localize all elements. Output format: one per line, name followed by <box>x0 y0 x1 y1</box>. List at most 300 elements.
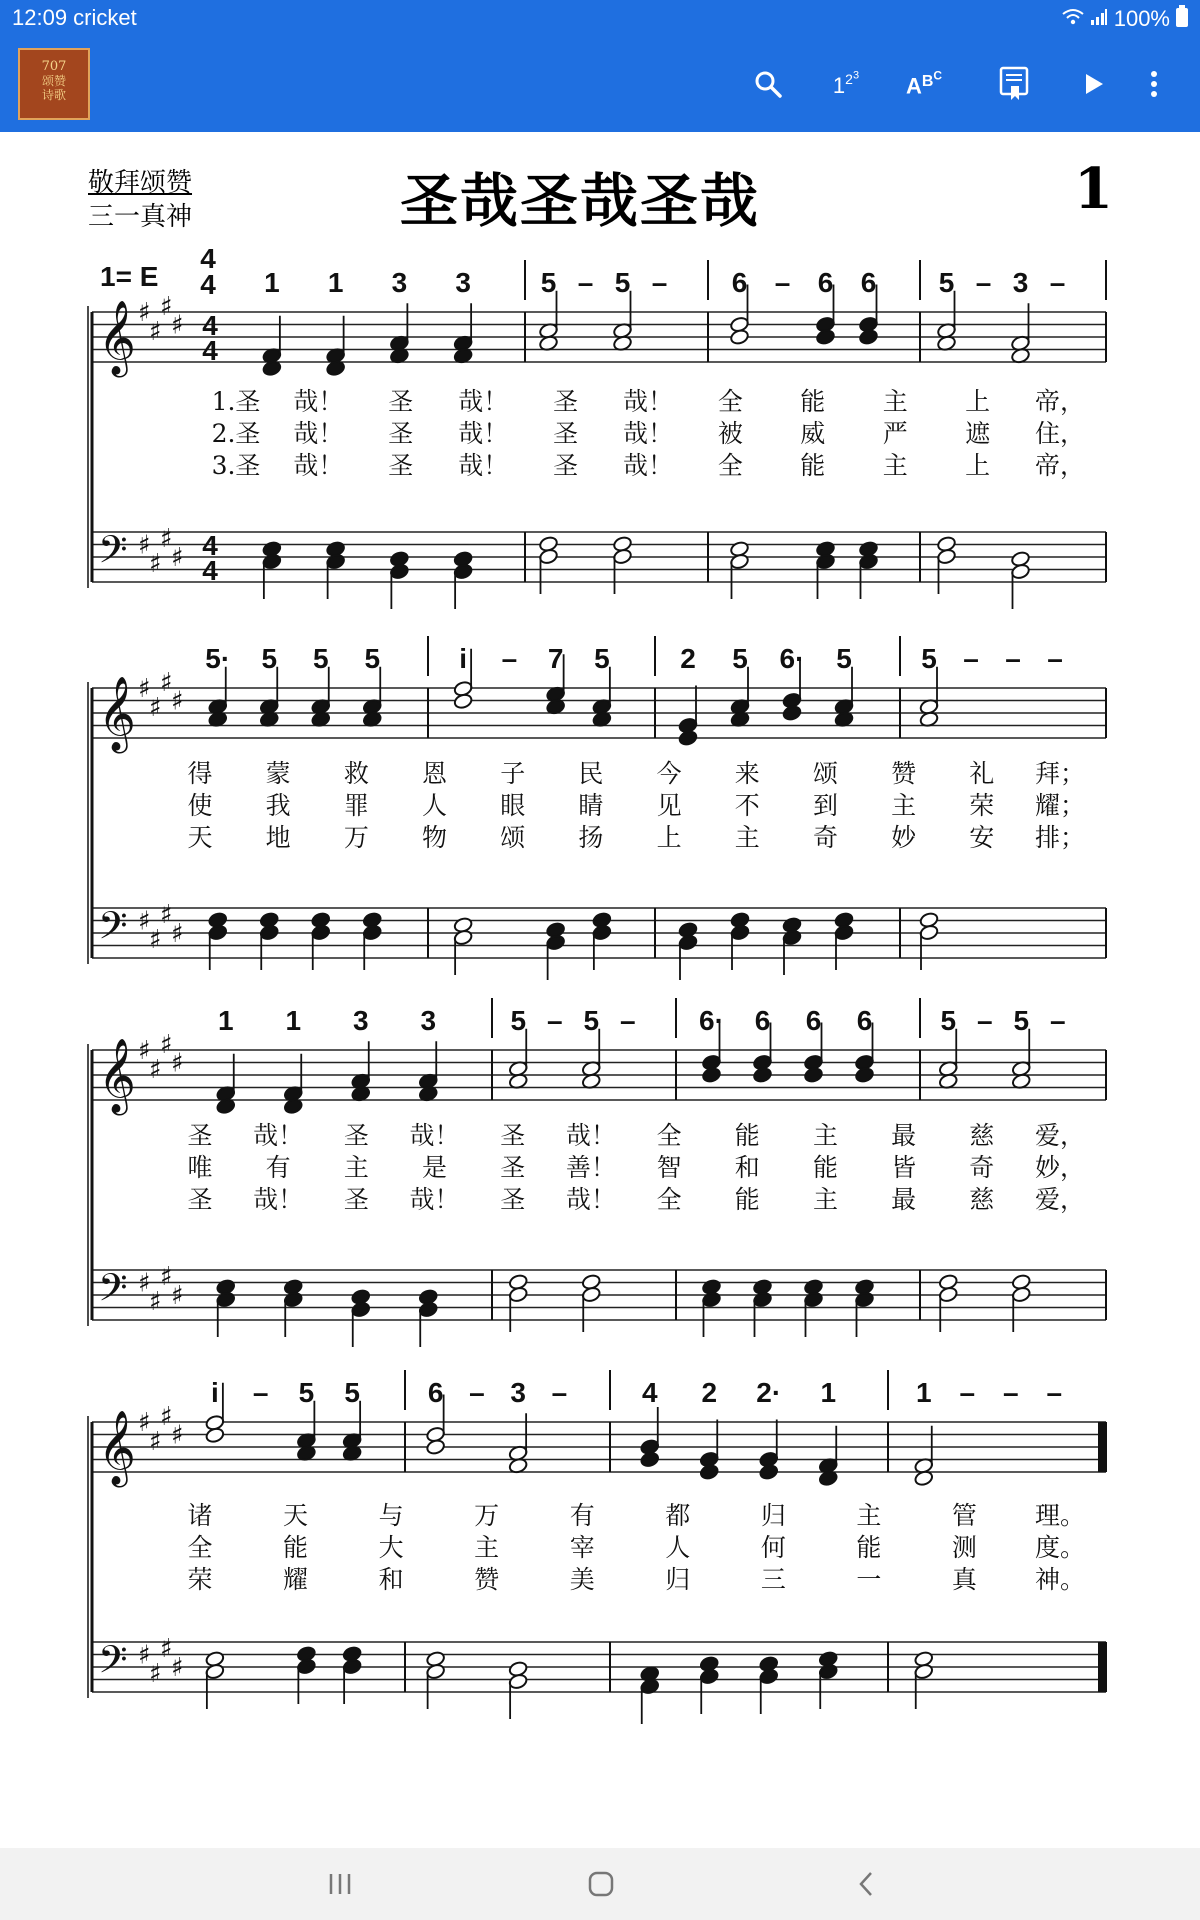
key-signature-sharp: ♯ <box>171 543 184 573</box>
lyric-syllable: 诸 <box>187 1501 213 1530</box>
lyric-syllable: 主 <box>882 451 908 480</box>
key-signature-sharp: ♯ <box>149 1659 162 1689</box>
bass-lower-note <box>612 548 632 565</box>
bass-clef: 𝄢 <box>98 903 128 957</box>
bass-lower-note <box>453 563 473 580</box>
play-button[interactable] <box>1068 58 1120 110</box>
lyric-syllable: 是 <box>422 1153 448 1182</box>
key-signature-sharp: ♯ <box>138 674 151 704</box>
lyric-syllable: 圣 <box>343 1185 369 1214</box>
lyric-syllable: 哉！ <box>293 451 344 480</box>
lyric-syllable: 拜； <box>1034 759 1086 788</box>
treble-alto-note <box>205 1427 225 1444</box>
lyric-syllable: 眼 <box>500 791 526 820</box>
lyric-syllable: 圣 <box>553 419 579 448</box>
lyric-syllable: 帝， <box>1034 387 1086 416</box>
jianpu-note: 5 <box>510 1005 527 1036</box>
bass-lower-note <box>362 924 382 941</box>
lyric-syllable: 扬 <box>578 823 604 852</box>
key-signature-sharp: ♯ <box>138 1268 151 1299</box>
bass-lower-note <box>782 929 802 946</box>
lyric-syllable: 主 <box>812 1121 838 1150</box>
app-bar <box>0 36 1200 132</box>
treble-alto-note <box>701 1066 721 1083</box>
lyric-syllable: 哉！ <box>622 387 674 416</box>
lyric-syllable: 宰 <box>569 1533 595 1562</box>
bass-clef: 𝄢 <box>98 527 128 581</box>
lyric-syllable: 理。 <box>1034 1501 1086 1530</box>
lyric-syllable: 全 <box>656 1185 682 1214</box>
jianpu-note: 1 <box>915 1377 932 1408</box>
key-signature-sharp: ♯ <box>171 686 184 717</box>
lyric-syllable: 神。 <box>1034 1565 1086 1594</box>
more-vert-icon <box>1150 70 1158 98</box>
lyric-syllable: 最 <box>891 1121 917 1150</box>
lyric-syllable: 民 <box>578 759 604 788</box>
jianpu-note: – <box>651 267 668 298</box>
bass-lower-note <box>914 1663 934 1680</box>
key-signature-sharp: ♯ <box>171 1048 184 1079</box>
treble-clef: 𝄞 <box>98 1039 136 1113</box>
lyric-syllable: 住， <box>1034 419 1086 448</box>
jianpu-note: – <box>619 1005 636 1036</box>
jianpu-note: i <box>210 1377 219 1408</box>
key-signature-sharp: ♯ <box>149 1287 162 1317</box>
bass-clef: 𝄢 <box>98 1637 128 1691</box>
bass-lower-note <box>759 1668 779 1685</box>
lyric-syllable: 有 <box>265 1153 291 1182</box>
jianpu-note: 7 <box>547 643 564 674</box>
bookmark-icon <box>999 66 1029 102</box>
bass-lower-note <box>699 1668 719 1685</box>
jianpu-note: 5 <box>364 643 381 674</box>
jianpu-note: 3 <box>420 1005 437 1036</box>
treble-clef: 𝄞 <box>98 301 136 375</box>
app-logo[interactable] <box>18 48 90 120</box>
lyric-syllable: 圣 <box>187 1185 213 1214</box>
lyric-syllable: 圣 <box>500 1153 526 1182</box>
jianpu-note: 5 <box>344 1377 360 1408</box>
lyric-syllable: 耀 <box>283 1565 309 1594</box>
home-button[interactable] <box>571 1866 631 1902</box>
navigation-bar <box>0 1848 1200 1920</box>
jianpu-note: – <box>1005 643 1021 674</box>
lyric-syllable: 管 <box>951 1501 977 1530</box>
jianpu-note: i <box>459 643 468 674</box>
bass-lower-note <box>803 1291 823 1308</box>
hymn-title: 圣哉圣哉圣哉 <box>400 167 761 235</box>
bass-lower-note <box>259 924 279 941</box>
jianpu-note: 5 <box>921 643 937 674</box>
back-button[interactable] <box>836 1866 896 1902</box>
lyric-syllable: 物 <box>422 823 448 852</box>
bass-lower-note <box>205 1663 225 1680</box>
lyric-syllable: 天 <box>283 1501 309 1530</box>
lyric-syllable: 圣 <box>553 387 579 416</box>
bass-lower-note <box>730 924 750 941</box>
bass-lower-note <box>919 924 939 941</box>
bass-lower-note <box>729 553 749 570</box>
lyric-syllable: 皆 <box>891 1153 917 1182</box>
treble-clef: 𝄞 <box>98 677 136 751</box>
jianpu-note: – <box>976 1005 993 1036</box>
lyric-syllable: 人 <box>665 1533 691 1562</box>
jianpu-note: 1 <box>285 1005 302 1036</box>
bass-lower-note <box>453 929 473 946</box>
time-signature-top: 4 <box>200 243 216 274</box>
lyric-syllable: 智 <box>656 1153 682 1182</box>
lyric-syllable: 哉！ <box>458 451 509 480</box>
lyric-syllable: 我 <box>265 791 291 820</box>
jianpu-note: 3 <box>352 1005 369 1036</box>
bass-lower-note <box>508 1673 528 1690</box>
treble-alto-note <box>426 1438 446 1455</box>
lyric-syllable: 圣 <box>388 419 414 448</box>
key-signature-sharp: ♯ <box>171 1420 184 1451</box>
jianpu-note: 3 <box>1012 267 1029 298</box>
lyric-syllable: 上 <box>965 387 991 416</box>
lyric-syllable: 上 <box>965 451 991 480</box>
lyric-syllable: 全 <box>717 387 743 416</box>
jianpu-note: – <box>551 1377 568 1408</box>
lyric-syllable: 爱， <box>1034 1121 1086 1150</box>
lyric-syllable: 哉！ <box>409 1121 460 1150</box>
key-signature-sharp: ♯ <box>160 292 173 322</box>
lyric-syllable: 哉！ <box>293 387 344 416</box>
jianpu-note: 4 <box>641 1377 658 1408</box>
key-signature-sharp: ♯ <box>138 1036 151 1066</box>
lyric-syllable: 子 <box>500 759 526 788</box>
hymn-number: 1 <box>1074 156 1113 222</box>
bass-lower-note <box>418 1301 438 1318</box>
bass-lower-note <box>326 553 346 570</box>
jianpu-note: 5 <box>836 643 852 674</box>
final-barline <box>1098 1642 1106 1692</box>
jianpu-note: 3 <box>510 1377 526 1408</box>
lyric-syllable: 主 <box>343 1153 369 1182</box>
bass-clef: 𝄢 <box>98 1265 128 1319</box>
lyric-syllable: 帝， <box>1034 451 1086 480</box>
bass-lower-note <box>216 1291 236 1308</box>
search-icon <box>753 69 783 99</box>
jianpu-note: 3 <box>391 267 408 298</box>
jianpu-note: 6· <box>699 1005 724 1036</box>
jianpu-note: – <box>1047 643 1063 674</box>
lyric-syllable: 圣 <box>343 1121 369 1150</box>
lyric-syllable: 主 <box>474 1533 500 1562</box>
lyric-syllable: 蒙 <box>265 759 291 788</box>
lyric-syllable: 能 <box>812 1153 838 1182</box>
lyric-syllable: 一 <box>856 1565 882 1594</box>
jianpu-note: – <box>252 1377 269 1408</box>
lyric-syllable: 颂 <box>812 759 838 788</box>
bass-lower-note <box>834 924 854 941</box>
lyric-syllable: 主 <box>734 823 760 852</box>
treble-alto-note <box>815 328 835 345</box>
lyric-syllable: 哉！ <box>565 1185 616 1214</box>
lyric-syllable: 慈 <box>969 1185 995 1214</box>
jianpu-note: 6 <box>731 267 748 298</box>
jianpu-note: 6 <box>754 1005 771 1036</box>
bookmark-button[interactable] <box>988 58 1040 110</box>
treble-alto-note <box>803 1066 823 1083</box>
bass-lower-note <box>854 1291 874 1308</box>
key-signature-sharp: ♯ <box>160 1634 173 1664</box>
bass-lower-note <box>546 934 566 951</box>
superscript-123-icon: $1^{2^3}$ <box>832 69 860 98</box>
lyric-syllable: 来 <box>734 759 760 788</box>
lyric-syllable: 圣 <box>553 451 579 480</box>
lyric-syllable: 遮 <box>965 419 991 448</box>
bass-lower-note <box>858 553 878 570</box>
key-signature-sharp: ♯ <box>160 900 173 930</box>
key-signature-sharp: ♯ <box>149 1427 162 1457</box>
jianpu-note: 2 <box>701 1377 718 1408</box>
lyric-syllable: 有 <box>569 1501 595 1530</box>
jianpu-note: 5 <box>540 267 557 298</box>
logo-line-2: 诗歌 <box>41 88 66 102</box>
bass-lower-note <box>938 1286 958 1303</box>
lyric-syllable: 哉！ <box>409 1185 460 1214</box>
bass-time-top: 4 <box>202 530 218 561</box>
treble-alto-note <box>782 704 802 721</box>
lyric-syllable: 圣 <box>500 1121 526 1150</box>
lyric-syllable: 妙， <box>1034 1153 1086 1182</box>
bass-lower-note <box>936 548 956 565</box>
lyric-syllable: 主 <box>856 1501 882 1530</box>
lyric-syllable: 哉！ <box>622 451 674 480</box>
lyric-syllable: 三 <box>760 1565 786 1594</box>
lyric-syllable: 被 <box>717 419 743 448</box>
key-signature-sharp: ♯ <box>138 298 151 328</box>
score-staves <box>0 132 1200 1848</box>
hymn-category: 敬拜颂赞 <box>88 168 193 198</box>
lyric-syllable: 美 <box>569 1565 595 1594</box>
lyric-syllable: 荣 <box>187 1565 213 1594</box>
jianpu-note: 5 <box>614 267 631 298</box>
bass-time-bottom: 4 <box>202 555 218 586</box>
key-signature-sharp: ♯ <box>160 1262 173 1292</box>
bass-lower-note <box>351 1301 371 1318</box>
bass-lower-note <box>296 1658 316 1675</box>
lyric-syllable: 睛 <box>578 791 604 820</box>
key-signature-sharp: ♯ <box>149 925 162 955</box>
lyric-syllable: 奇 <box>969 1153 995 1182</box>
lyric-syllable: 1.圣 <box>211 387 261 416</box>
jianpu-note: 5 <box>312 643 329 674</box>
play-icon <box>1083 72 1105 96</box>
jianpu-note: 3 <box>455 267 471 298</box>
final-barline <box>1098 1422 1106 1472</box>
jianpu-note: – <box>577 267 594 298</box>
lyric-syllable: 能 <box>800 387 826 416</box>
lyric-syllable: 全 <box>717 451 743 480</box>
jianpu-note: 2· <box>756 1377 782 1408</box>
recents-icon <box>327 1872 353 1896</box>
treble-alto-note <box>699 1463 719 1480</box>
treble-alto-note <box>752 1066 772 1083</box>
key-signature-sharp: ♯ <box>149 1055 162 1085</box>
lyric-syllable: 耀； <box>1034 791 1086 820</box>
key-signature-sharp: ♯ <box>149 317 162 347</box>
battery-icon <box>1176 5 1188 33</box>
lyric-syllable: 哉！ <box>458 387 509 416</box>
treble-alto-note <box>854 1066 874 1083</box>
lyric-syllable: 何 <box>760 1533 786 1562</box>
bass-lower-note <box>208 924 228 941</box>
bass-lower-note <box>1010 563 1030 580</box>
lyric-syllable: 圣 <box>388 451 414 480</box>
key-signature-sharp: ♯ <box>138 906 151 937</box>
jianpu-note: 1 <box>820 1377 837 1408</box>
jianpu-note: 5 <box>940 1005 957 1036</box>
lyric-syllable: 天 <box>187 823 213 852</box>
bass-lower-note <box>752 1291 772 1308</box>
treble-time-top: 4 <box>202 310 218 341</box>
jianpu-note: 5 <box>1013 1005 1030 1036</box>
lyric-syllable: 3.圣 <box>211 451 261 480</box>
search-button[interactable] <box>742 58 794 110</box>
home-icon <box>587 1870 615 1898</box>
jianpu-note: 6 <box>856 1005 873 1036</box>
key-signature-sharp: ♯ <box>160 524 173 554</box>
jianpu-note: 6· <box>779 643 805 674</box>
lyric-syllable: 主 <box>812 1185 838 1214</box>
bass-lower-note <box>818 1663 838 1680</box>
lyric-syllable: 圣 <box>500 1185 526 1214</box>
lyric-syllable: 最 <box>891 1185 917 1214</box>
lyric-syllable: 爱， <box>1034 1185 1086 1214</box>
jianpu-note: – <box>959 1377 976 1408</box>
lyric-syllable: 赞 <box>474 1565 500 1594</box>
jianpu-note: 6 <box>427 1377 444 1408</box>
lyric-syllable: 哉！ <box>458 419 509 448</box>
recents-button[interactable] <box>310 1866 370 1902</box>
jianpu-note: – <box>975 267 992 298</box>
lyric-syllable: 排； <box>1034 823 1086 852</box>
jianpu-note: 5 <box>261 643 278 674</box>
lyric-syllable: 能 <box>734 1121 760 1150</box>
lyric-syllable: 礼 <box>969 759 995 788</box>
lyric-syllable: 慈 <box>969 1121 995 1150</box>
lyric-syllable: 见 <box>656 791 682 820</box>
back-icon <box>856 1870 876 1898</box>
treble-clef: 𝄞 <box>98 1411 136 1485</box>
lyric-syllable: 万 <box>474 1501 500 1530</box>
jianpu-note: 6 <box>805 1005 822 1036</box>
jianpu-note: 5· <box>205 643 231 674</box>
lyric-syllable: 和 <box>734 1153 760 1182</box>
lyric-syllable: 归 <box>665 1565 691 1594</box>
jianpu-note: 5 <box>594 643 610 674</box>
jianpu-note: 5 <box>732 643 748 674</box>
lyric-syllable: 和 <box>378 1565 404 1594</box>
lyric-syllable: 哉！ <box>622 419 674 448</box>
lyric-syllable: 能 <box>856 1533 882 1562</box>
bass-lower-note <box>262 553 282 570</box>
jianpu-note: 2 <box>680 643 696 674</box>
jianpu-note: 5 <box>583 1005 600 1036</box>
jianpu-note: 6 <box>860 267 877 298</box>
lyric-syllable: 哉！ <box>565 1121 616 1150</box>
jianpu-note: 5 <box>938 267 955 298</box>
lyric-syllable: 大 <box>378 1533 404 1562</box>
lyric-syllable: 主 <box>891 791 917 820</box>
key-signature-sharp: ♯ <box>138 530 151 561</box>
bass-lower-note <box>342 1658 362 1675</box>
key-signature-sharp: ♯ <box>171 310 184 341</box>
lyric-syllable: 2.圣 <box>211 419 261 448</box>
lyric-syllable: 人 <box>422 791 448 820</box>
jianpu-note: 1 <box>264 267 280 298</box>
lyric-syllable: 严 <box>882 419 908 448</box>
lyric-syllable: 善！ <box>565 1153 616 1182</box>
lyrics-toggle-button[interactable] <box>898 58 950 110</box>
jianpu-note: – <box>501 643 518 674</box>
lyric-syllable: 哉！ <box>253 1185 304 1214</box>
number-notation-button[interactable] <box>820 58 872 110</box>
sheet-music[interactable] <box>0 132 1200 1848</box>
battery-percent: 100% <box>1113 6 1170 31</box>
key-signature-sharp: ♯ <box>171 919 184 949</box>
lyric-syllable: 妙 <box>891 823 917 852</box>
lyric-syllable: 哉！ <box>293 419 344 448</box>
lyric-syllable: 今 <box>656 759 682 788</box>
treble-alto-note <box>453 693 473 710</box>
treble-alto-note <box>759 1463 779 1480</box>
bass-lower-note <box>701 1291 721 1308</box>
logo-number: 707 <box>41 59 67 74</box>
bass-lower-note <box>815 553 835 570</box>
lyric-syllable: 归 <box>760 1501 786 1530</box>
more-options-button[interactable] <box>1128 58 1180 110</box>
lyric-syllable: 哉！ <box>253 1121 304 1150</box>
key-signature-sharp: ♯ <box>160 1402 173 1432</box>
lyric-syllable: 主 <box>882 387 908 416</box>
bass-lower-note <box>678 934 698 951</box>
treble-alto-note <box>729 328 749 345</box>
key-signature: 1= E <box>100 261 159 292</box>
jianpu-note: – <box>1049 267 1066 298</box>
lyric-syllable: 圣 <box>187 1121 213 1150</box>
lyric-syllable: 恩 <box>422 759 448 788</box>
lyric-syllable: 荣 <box>969 791 995 820</box>
lyric-syllable: 安 <box>969 823 995 852</box>
lyric-syllable: 都 <box>665 1501 691 1530</box>
abc-text-icon: $A^{B^C}$ <box>905 68 943 99</box>
lyric-syllable: 使 <box>187 791 213 820</box>
bass-lower-note <box>538 548 558 565</box>
treble-alto-note <box>678 729 698 746</box>
key-signature-sharp: ♯ <box>149 549 162 579</box>
key-signature-sharp: ♯ <box>171 1281 184 1311</box>
key-signature-sharp: ♯ <box>171 1653 184 1683</box>
lyric-syllable: 到 <box>812 791 838 820</box>
treble-time-bottom: 4 <box>202 335 218 366</box>
treble-alto-note <box>858 328 878 345</box>
lyric-syllable: 测 <box>951 1533 977 1562</box>
wifi-icon <box>1062 6 1084 32</box>
lyric-syllable: 奇 <box>812 823 838 852</box>
jianpu-note: – <box>1002 1377 1019 1408</box>
key-signature-sharp: ♯ <box>138 1640 151 1671</box>
time-signature-bottom: 4 <box>200 269 216 300</box>
lyric-syllable: 唯 <box>187 1153 213 1182</box>
lyric-syllable: 能 <box>800 451 826 480</box>
lyric-syllable: 能 <box>734 1185 760 1214</box>
lyric-syllable: 救 <box>343 759 369 788</box>
jianpu-note: 1 <box>327 267 344 298</box>
